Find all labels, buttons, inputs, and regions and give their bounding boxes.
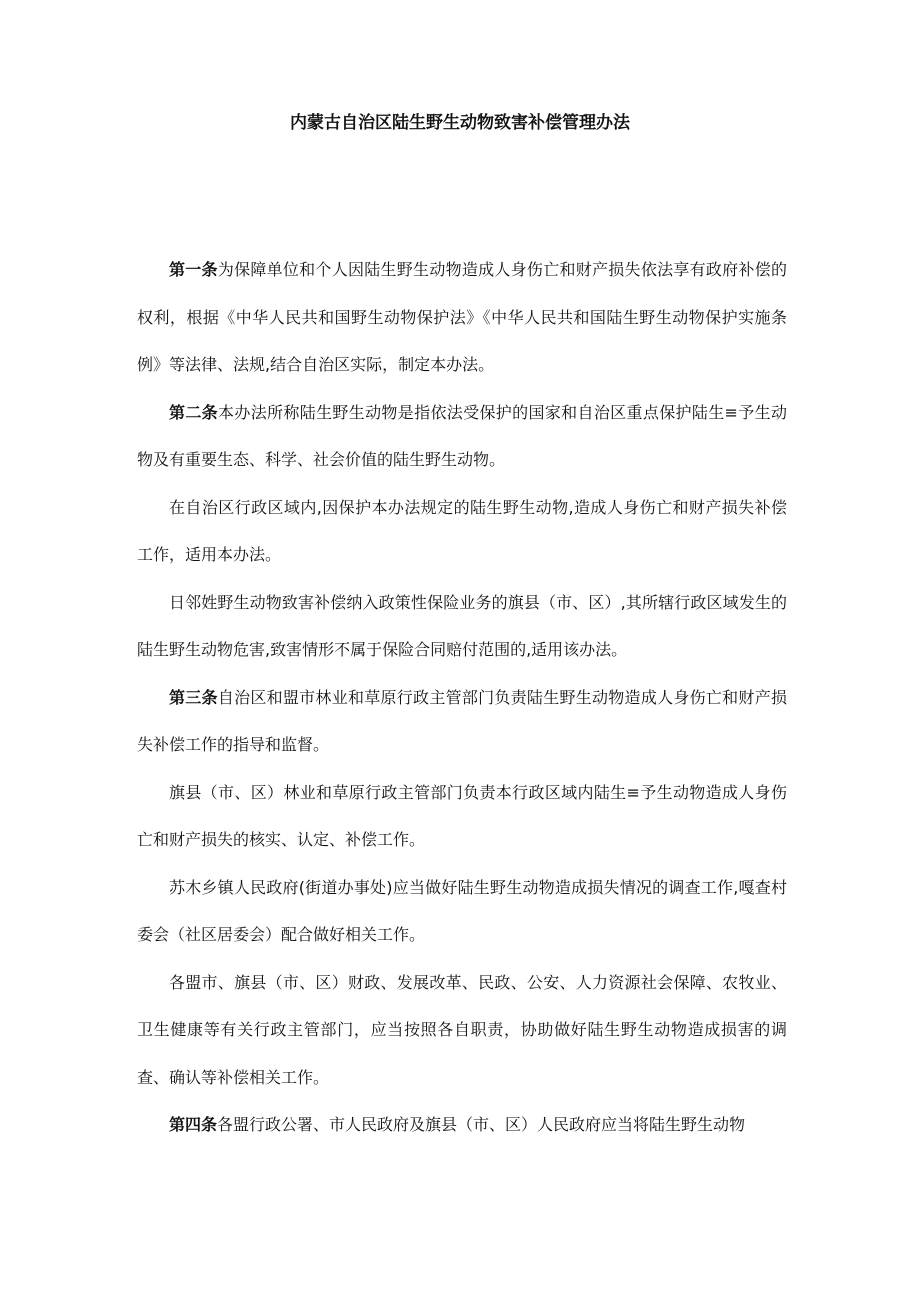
article-number: 第四条: [169, 1115, 218, 1134]
paragraph-article-3-clause-2: [137, 769, 787, 864]
paragraph-text: 在自治区行政区域内,因保护本办法规定的陆生野生动物,造成人身伤亡和财产损失补偿工作，适用本办法。: [137, 497, 787, 564]
paragraph-article-3-clause-4: [137, 959, 787, 1102]
paragraph-article-2-clause-3: [137, 579, 787, 674]
paragraph-text: 各盟行政公署、市人民政府及旗县（市、区）人民政府应当将陆生野生动物: [217, 1115, 746, 1134]
paragraph-article-3-clause-3: [137, 864, 787, 959]
document-body: [137, 246, 787, 1149]
paragraph-text: 本办法所称陆生野生动物是指依法受保护的国家和自治区重点保护陆生≡予生动物及有重要生态、科学、社会价值的陆生野生动物。: [137, 402, 787, 469]
paragraph-article-3: [137, 674, 787, 769]
document-title: 内蒙古自治区陆生野生动物致害补偿管理办法: [290, 113, 630, 133]
article-number: 第一条: [169, 260, 218, 279]
paragraph-text: 为保障单位和个人因陆生野生动物造成人身伤亡和财产损失依法享有政府补偿的权利，根据《中华人民共和国野生动物保护法》《中华人民共和国陆生野生动物保护实施条例》等法律、法规,结合自治区实际，制定本办法。: [137, 260, 787, 374]
article-number: 第三条: [169, 687, 218, 707]
article-number: 第二条: [169, 402, 219, 422]
paragraph-text: 各盟市、旗县（市、区）财政、发展改革、民政、公安、人力资源社会保障、农牧业、卫生健康等有关行政主管部门，应当按照各自职责，协助做好陆生野生动物造成损害的调查、确认等补偿相关工作。: [137, 972, 787, 1087]
paragraph-text: 旗县（市、区）林业和草原行政主管部门负责本行政区域内陆生≡予生动物造成人身伤亡和财产损失的核实、认定、补偿工作。: [137, 782, 787, 849]
paragraph-article-2-clause-2: [137, 484, 787, 579]
paragraph-article-4: [137, 1101, 787, 1149]
paragraph-text: 日邻姓野生动物致害补偿纳入政策性保险业务的旗县（市、区）,其所辖行政区域发生的陆生野生动物危害,致害情形不属于保险合同赔付范围的,适用该办法。: [137, 592, 787, 659]
paragraph-article-2: [137, 389, 787, 484]
paragraph-text: 自治区和盟市林业和草原行政主管部门负责陆生野生动物造成人身伤亡和财产损失补偿工作的指导和监督。: [137, 687, 787, 754]
paragraph-article-1: [137, 246, 787, 389]
paragraph-text: 苏木乡镇人民政府(街道办事处)应当做好陆生野生动物造成损失情况的调查工作,嘎查村委会（社区居委会）配合做好相关工作。: [137, 877, 787, 944]
